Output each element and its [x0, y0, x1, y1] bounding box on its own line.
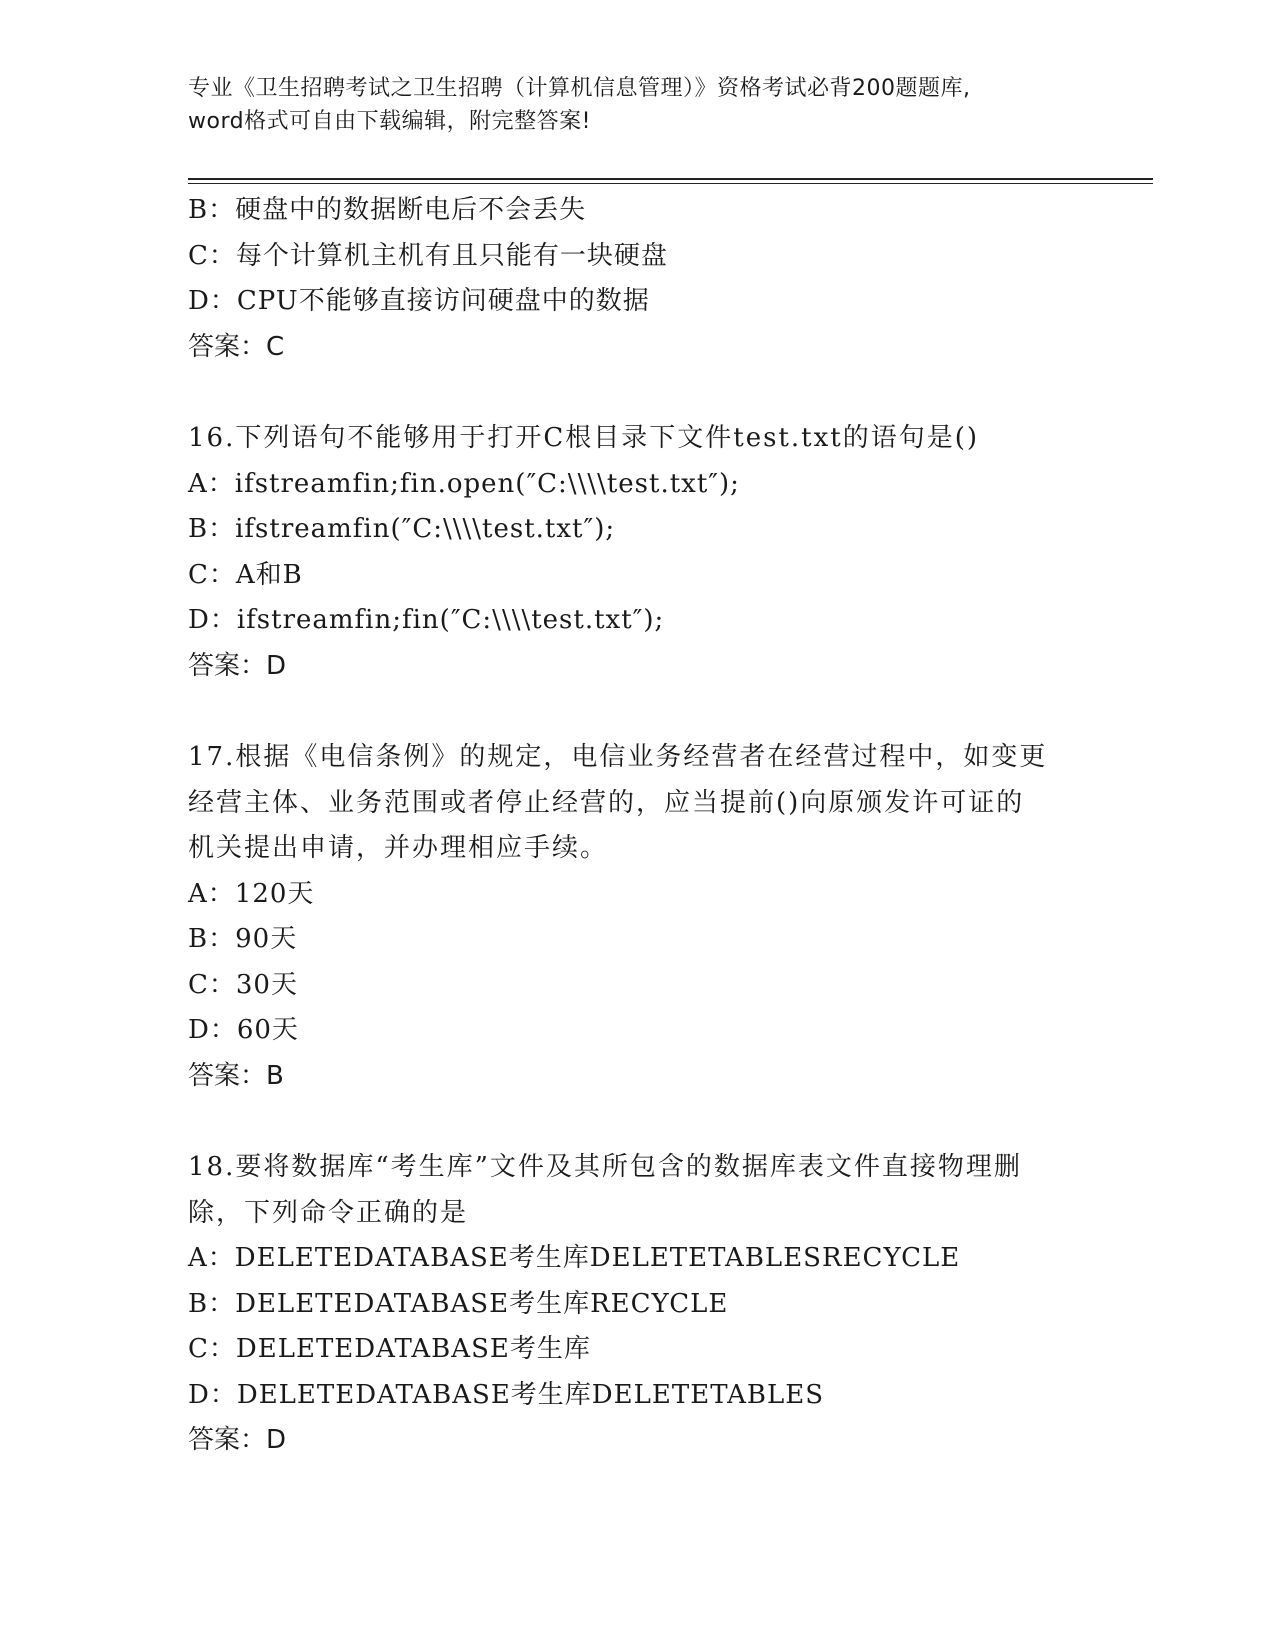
option-b: B：硬盘中的数据断电后不会丢失	[188, 195, 587, 225]
question-text-line-2: 除，下列命令正确的是	[188, 1197, 469, 1228]
question-17	[188, 735, 1088, 1099]
question-text: 16.下列语句不能够用于打开C根目录下文件test.txt的语句是()	[188, 423, 979, 453]
option-b: B：DELETEDATABASE考生库RECYCLE	[188, 1288, 729, 1319]
header-rule-thin	[188, 183, 1153, 184]
option-a: A：120天	[188, 878, 315, 909]
question-16	[188, 416, 1088, 689]
option-b: B：90天	[188, 924, 298, 954]
option-d: D：DELETEDATABASE考生库DELETETABLES	[188, 1379, 825, 1410]
option-d: D：ifstreamfin;fin(″C:\\\\test.txt″);	[188, 605, 665, 635]
answer: 答案：B	[188, 1060, 284, 1091]
prev-question-block	[188, 188, 1088, 370]
option-d: D：CPU不能够直接访问硬盘中的数据	[188, 286, 650, 316]
header-rule-thick	[188, 178, 1153, 180]
answer: 答案：D	[188, 650, 287, 681]
question-text-line-1: 17.根据《电信条例》的规定，电信业务经营者在经营过程中，如变更	[188, 742, 1048, 772]
question-list	[188, 188, 1088, 1464]
question-18	[188, 1145, 1088, 1464]
question-text-line-1: 18.要将数据库“考生库”文件及其所包含的数据库表文件直接物理删	[188, 1152, 1022, 1182]
option-a: A：ifstreamfin;fin.open(″C:\\\\test.txt″);	[188, 468, 740, 499]
header-line-2: word格式可自由下载编辑，附完整答案!	[188, 109, 591, 134]
answer: 答案：D	[188, 1425, 287, 1455]
question-text-line-2: 经营主体、业务范围或者停止经营的，应当提前()向原颁发许可证的	[188, 787, 1025, 818]
document-header	[188, 72, 1088, 138]
option-c: C：A和B	[188, 559, 303, 590]
question-text-line-3: 机关提出申请，并办理相应手续。	[188, 833, 609, 863]
option-c: C：每个计算机主机有且只能有一块硬盘	[188, 240, 668, 271]
option-b: B：ifstreamfin(″C:\\\\test.txt″);	[188, 514, 616, 544]
option-d: D：60天	[188, 1015, 299, 1045]
header-line-1: 专业《卫生招聘考试之卫生招聘（计算机信息管理）》资格考试必背200题题库,	[188, 76, 971, 101]
option-c: C：DELETEDATABASE考生库	[188, 1334, 591, 1364]
answer: 答案：C	[188, 331, 285, 362]
option-a: A：DELETEDATABASE考生库DELETETABLESRECYCLE	[188, 1243, 961, 1273]
option-c: C：30天	[188, 969, 298, 1000]
